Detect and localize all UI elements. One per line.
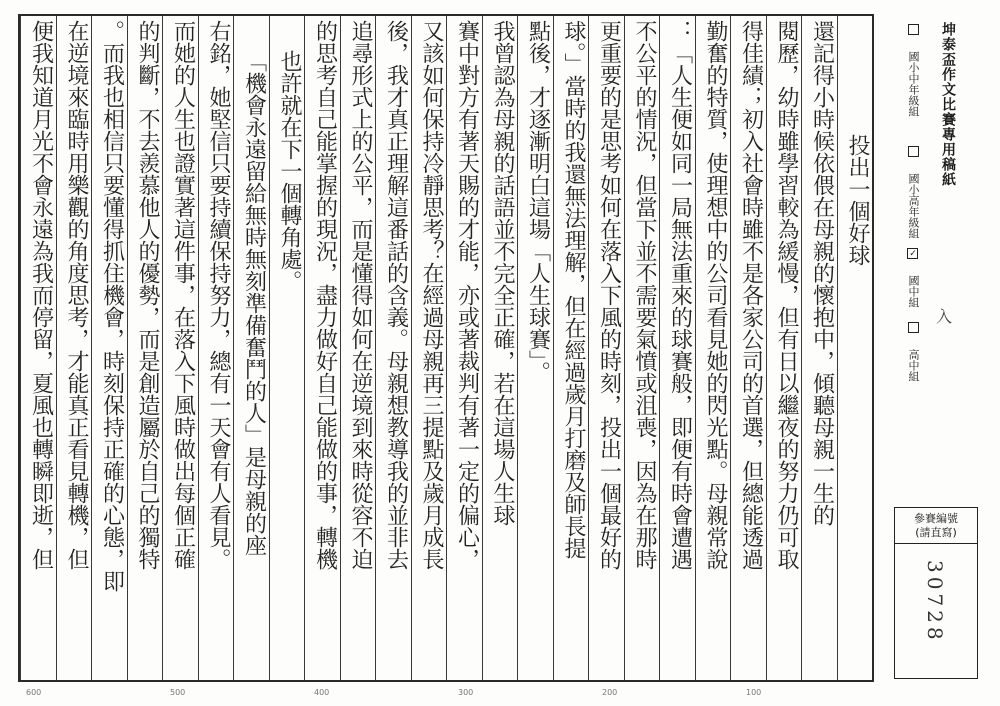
essay-column: 我曾認為母親的話語並不完全正確，若在這場人生球 <box>482 16 518 680</box>
essay-column: 「機會永遠留給無時無刻準備奮鬥的人」是母親的座 <box>233 16 269 680</box>
essay-column: 後，我才真正理解這番話的含義。母親想教導我的並非去 <box>375 16 411 680</box>
option-senior-high[interactable]: 高中組 <box>905 322 921 382</box>
char-counter: 100 <box>746 688 762 697</box>
margin-mark: 入 <box>936 307 953 326</box>
entry-sublabel: (請直寫) <box>915 526 957 539</box>
essay-column: 更重要的是思考如何在落入下風的時刻，投出一個最好的 <box>588 16 624 680</box>
option-junior-high[interactable]: ✓ 國中組 <box>907 249 920 308</box>
essay-column: 勤奮的特質，使理想中的公司看見她的閃光點。母親常說 <box>695 16 731 680</box>
checkbox[interactable] <box>908 146 919 157</box>
essay-column: 右銘，她堅信只要持續保持努力，總有一天會有人看見。 <box>198 16 234 680</box>
option-elementary-middle[interactable]: 國小中年級組 <box>905 24 921 117</box>
essay-column: 閱歷，幼時雖學習較為緩慢，但有日以繼夜的努力仍可取 <box>766 16 802 680</box>
essay-column: 點後，才逐漸明白這場「人生球賽」。 <box>517 16 553 680</box>
checkbox[interactable] <box>908 322 919 333</box>
sidebar <box>880 14 996 682</box>
writing-grid <box>18 14 874 682</box>
char-counter: 300 <box>458 688 474 697</box>
essay-column: 便我知道月光不會永遠為我而停留，夏風也轉瞬即逝，但 <box>20 16 56 680</box>
entry-number[interactable]: 30728 <box>923 560 947 644</box>
essay-title: 投出一個好球 <box>837 16 873 680</box>
essay-column: 還記得小時候依偎在母親的懷抱中，傾聽母親一生的 <box>801 16 837 680</box>
essay-column: 又該如何保持冷靜思考？在經過母親再三提點及歲月成長 <box>411 16 447 680</box>
essay-column: 賽中對方有著天賜的才能，亦或著裁判有著一定的偏心， <box>446 16 482 680</box>
char-counter: 200 <box>602 688 618 697</box>
essay-column: 而她的人生也證實著這件事，在落入下風時做出每個正確 <box>162 16 198 680</box>
entry-number-box <box>894 507 978 679</box>
checkbox[interactable] <box>908 24 919 35</box>
essay-column: 不公平的情況，但當下並不需要氣憤或沮喪，因為在那時 <box>624 16 660 680</box>
char-counter: 500 <box>170 688 186 697</box>
essay-column: 在逆境來臨時用樂觀的角度思考，才能真正看見轉機，但 <box>56 16 92 680</box>
essay-column: 也許就在下一個轉角處。 <box>269 16 305 680</box>
essay-column: ：「人生便如同一局無法重來的球賽般，即便有時會遭遇 <box>659 16 695 680</box>
essay-column: 球。」當時的我還無法理解，但在經過歲月打磨及師長提 <box>553 16 589 680</box>
option-elementary-high[interactable]: 國小高年級組 <box>905 146 921 239</box>
essay-column: 的思考自己能掌握的現況，盡力做好自己能做的事，轉機 <box>304 16 340 680</box>
form-title: 坤泰盃作文比賽專用稿紙 <box>940 22 956 187</box>
essay-column: 得佳績；初入社會時雖不是各家公司的首選，但總能透過 <box>730 16 766 680</box>
char-counter: 400 <box>314 688 330 697</box>
checkbox-checked[interactable]: ✓ <box>908 249 918 259</box>
essay-column: 。而我也相信只要懂得抓住機會，時刻保持正確的心態，即 <box>91 16 127 680</box>
char-counter: 600 <box>26 688 42 697</box>
essay-column: 追尋形式上的公平，而是懂得如何在逆境到來時從容不迫 <box>340 16 376 680</box>
essay-column: 的判斷，不去羨慕他人的優勢，而是創造屬於自己的獨特 <box>127 16 163 680</box>
entry-label: 參賽編號 <box>914 512 958 525</box>
